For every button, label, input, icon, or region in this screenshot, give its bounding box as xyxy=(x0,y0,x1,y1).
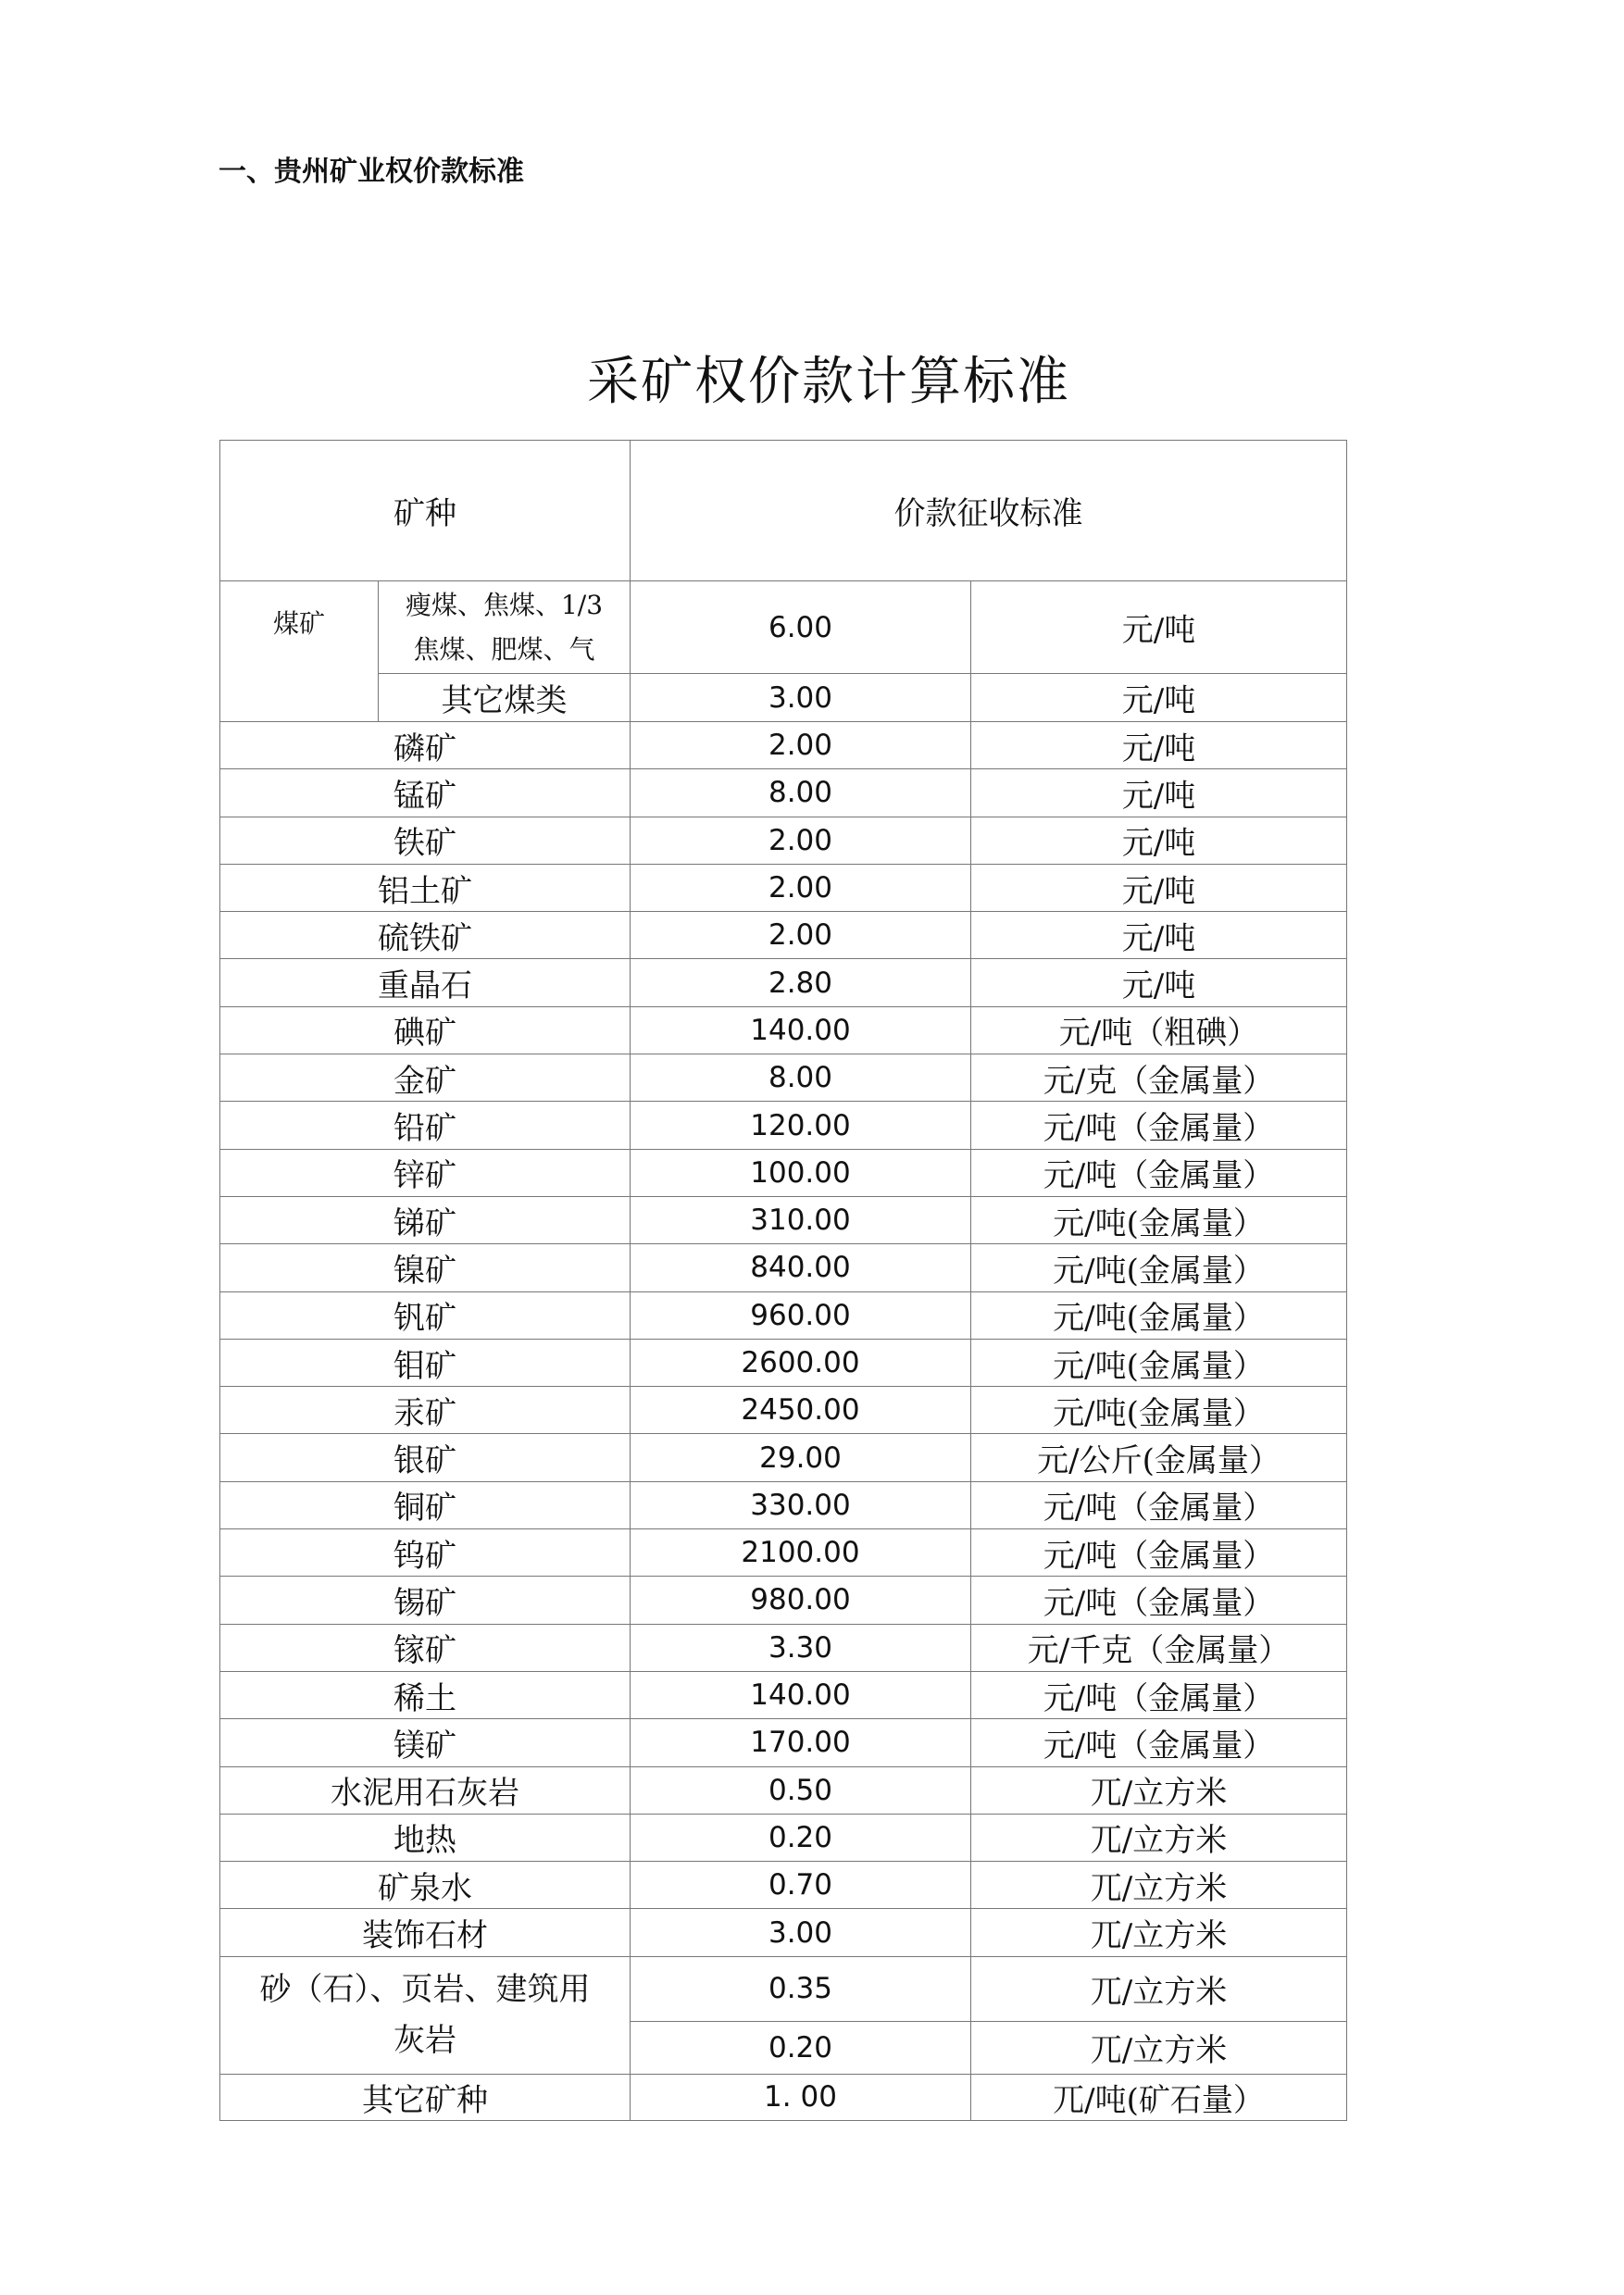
table-row xyxy=(220,959,1347,1006)
table-row xyxy=(220,1244,1347,1291)
amount-cell: 840.00 xyxy=(631,1244,971,1291)
amount-cell: 6.00 xyxy=(631,581,971,674)
mineral-name-cell: 铝土矿 xyxy=(220,864,631,911)
amount-cell: 2.00 xyxy=(631,817,971,864)
mineral-name-cell: 重晶石 xyxy=(220,959,631,1006)
amount-cell: 310.00 xyxy=(631,1196,971,1243)
unit-cell: 元/吨（金属量） xyxy=(971,1671,1347,1718)
amount-cell: 980.00 xyxy=(631,1577,971,1624)
mineral-name-cell: 磷矿 xyxy=(220,722,631,769)
unit-cell: 元/吨 xyxy=(971,722,1347,769)
unit-cell: 元/吨（金属量） xyxy=(971,1149,1347,1196)
mineral-name-cell: 锌矿 xyxy=(220,1149,631,1196)
mineral-name-cell: 铁矿 xyxy=(220,817,631,864)
table-row xyxy=(220,1862,1347,1909)
section-heading: 一、贵州矿业权价款标准 xyxy=(219,156,524,188)
amount-cell: 0.70 xyxy=(631,1862,971,1909)
unit-cell: 元/克（金属量） xyxy=(971,1054,1347,1102)
mineral-name-cell: 稀土 xyxy=(220,1671,631,1718)
mineral-name-cell: 装饰石材 xyxy=(220,1909,631,1956)
amount-cell: 960.00 xyxy=(631,1291,971,1339)
coal-subtype-line2: 焦煤、肥煤、气 xyxy=(413,633,595,665)
amount-cell: 2.00 xyxy=(631,722,971,769)
table-row xyxy=(220,1481,1347,1528)
unit-cell: 元/吨 xyxy=(971,817,1347,864)
table-row xyxy=(220,1956,1347,2021)
unit-cell: 兀/吨(矿石量） xyxy=(971,2074,1347,2120)
unit-cell: 元/吨 xyxy=(971,912,1347,959)
amount-cell: 8.00 xyxy=(631,1054,971,1102)
amount-cell: 2.00 xyxy=(631,864,971,911)
amount-cell: 1. 00 xyxy=(631,2074,971,2120)
unit-cell: 元/吨(金属量） xyxy=(971,1387,1347,1434)
table-row xyxy=(220,1577,1347,1624)
table-row xyxy=(220,2074,1347,2120)
table-row xyxy=(220,1291,1347,1339)
table-row xyxy=(220,1387,1347,1434)
unit-cell: 元/千克（金属量） xyxy=(971,1624,1347,1671)
amount-cell: 3.00 xyxy=(631,1909,971,1956)
mineral-name-cell: 汞矿 xyxy=(220,1387,631,1434)
building-name-line1: 砂（石）、页岩、建筑用 xyxy=(259,1970,591,2008)
mineral-name-cell: 矿泉水 xyxy=(220,1862,631,1909)
table-row xyxy=(220,1196,1347,1243)
unit-cell: 兀/立方米 xyxy=(971,1909,1347,1956)
table-row xyxy=(220,1006,1347,1054)
table-row xyxy=(220,1719,1347,1766)
table-row xyxy=(220,722,1347,769)
table-row xyxy=(220,674,1347,722)
amount-cell: 2600.00 xyxy=(631,1339,971,1386)
amount-cell: 330.00 xyxy=(631,1481,971,1528)
amount-cell: 3.00 xyxy=(631,674,971,722)
amount-cell: 100.00 xyxy=(631,1149,971,1196)
unit-cell: 兀/立方米 xyxy=(971,1862,1347,1909)
price-standard-table xyxy=(219,440,1347,2121)
table-row xyxy=(220,1909,1347,1956)
unit-cell: 元/吨(金属量） xyxy=(971,1339,1347,1386)
amount-cell: 2450.00 xyxy=(631,1387,971,1434)
unit-cell: 元/吨（金属量） xyxy=(971,1529,1347,1577)
mineral-name-cell: 铜矿 xyxy=(220,1481,631,1528)
header-standard: 价款征收标准 xyxy=(631,441,1347,581)
table-row xyxy=(220,912,1347,959)
amount-cell: 140.00 xyxy=(631,1671,971,1718)
mineral-name-cell: 锑矿 xyxy=(220,1196,631,1243)
amount-cell: 8.00 xyxy=(631,769,971,817)
amount-cell: 0.35 xyxy=(631,1956,971,2021)
mineral-name-cell: 硫铁矿 xyxy=(220,912,631,959)
unit-cell: 元/吨 xyxy=(971,581,1347,674)
unit-cell: 元/吨（金属量） xyxy=(971,1577,1347,1624)
mineral-name-cell: 水泥用石灰岩 xyxy=(220,1766,631,1814)
amount-cell: 120.00 xyxy=(631,1102,971,1149)
table-row xyxy=(220,1624,1347,1671)
unit-cell: 元/吨（金属量） xyxy=(971,1481,1347,1528)
table-row xyxy=(220,864,1347,911)
coal-label: 煤矿 xyxy=(220,581,379,722)
amount-cell: 0.20 xyxy=(631,2021,971,2074)
unit-cell: 兀/立方米 xyxy=(971,1766,1347,1814)
mineral-name-cell: 其它矿种 xyxy=(220,2074,631,2120)
unit-cell: 元/吨 xyxy=(971,864,1347,911)
amount-cell: 2100.00 xyxy=(631,1529,971,1577)
mineral-name-cell xyxy=(220,1956,631,2074)
table-row xyxy=(220,1671,1347,1718)
amount-cell: 0.50 xyxy=(631,1766,971,1814)
mineral-name-cell: 镍矿 xyxy=(220,1244,631,1291)
table-row xyxy=(220,1434,1347,1481)
unit-cell: 元/公斤(金属量） xyxy=(971,1434,1347,1481)
table-header-row xyxy=(220,441,1347,581)
mineral-name-cell: 金矿 xyxy=(220,1054,631,1102)
amount-cell: 2.00 xyxy=(631,912,971,959)
mineral-name-cell: 锡矿 xyxy=(220,1577,631,1624)
mineral-name-cell: 钒矿 xyxy=(220,1291,631,1339)
mineral-name-cell: 钨矿 xyxy=(220,1529,631,1577)
unit-cell: 元/吨（金属量） xyxy=(971,1102,1347,1149)
unit-cell: 元/吨 xyxy=(971,769,1347,817)
unit-cell: 元/吨 xyxy=(971,959,1347,1006)
amount-cell: 2.80 xyxy=(631,959,971,1006)
table-row xyxy=(220,769,1347,817)
unit-cell: 元/吨(金属量） xyxy=(971,1244,1347,1291)
mineral-name-cell: 钼矿 xyxy=(220,1339,631,1386)
amount-cell: 29.00 xyxy=(631,1434,971,1481)
coal-subtype-name xyxy=(379,581,631,674)
table-row xyxy=(220,1814,1347,1861)
coal-subtype-line1: 瘦煤、焦煤、1/3 xyxy=(405,589,604,620)
table-row xyxy=(220,581,1347,674)
mineral-name-cell: 银矿 xyxy=(220,1434,631,1481)
table-row xyxy=(220,1054,1347,1102)
mineral-name-cell: 铅矿 xyxy=(220,1102,631,1149)
page-title: 采矿权价款计算标准 xyxy=(587,352,1070,412)
mineral-name-cell: 镁矿 xyxy=(220,1719,631,1766)
coal-subtype-name: 其它煤类 xyxy=(379,674,631,722)
unit-cell: 兀/立方米 xyxy=(971,1956,1347,2021)
mineral-name-cell: 镓矿 xyxy=(220,1624,631,1671)
unit-cell: 元/吨（金属量） xyxy=(971,1719,1347,1766)
table-row xyxy=(220,1149,1347,1196)
table-row xyxy=(220,1339,1347,1386)
table-row xyxy=(220,1102,1347,1149)
unit-cell: 元/吨 xyxy=(971,674,1347,722)
table-row xyxy=(220,1766,1347,1814)
building-name-line2: 灰岩 xyxy=(394,2021,456,2059)
amount-cell: 170.00 xyxy=(631,1719,971,1766)
unit-cell: 兀/立方米 xyxy=(971,1814,1347,1861)
amount-cell: 140.00 xyxy=(631,1006,971,1054)
unit-cell: 元/吨(金属量） xyxy=(971,1291,1347,1339)
mineral-name-cell: 锰矿 xyxy=(220,769,631,817)
unit-cell: 元/吨(金属量） xyxy=(971,1196,1347,1243)
amount-cell: 0.20 xyxy=(631,1814,971,1861)
header-mineral: 矿种 xyxy=(220,441,631,581)
table-row xyxy=(220,1529,1347,1577)
mineral-name-cell: 碘矿 xyxy=(220,1006,631,1054)
unit-cell: 元/吨（粗碘） xyxy=(971,1006,1347,1054)
table-row xyxy=(220,817,1347,864)
mineral-name-cell: 地热 xyxy=(220,1814,631,1861)
amount-cell: 3.30 xyxy=(631,1624,971,1671)
unit-cell: 兀/立方米 xyxy=(971,2021,1347,2074)
